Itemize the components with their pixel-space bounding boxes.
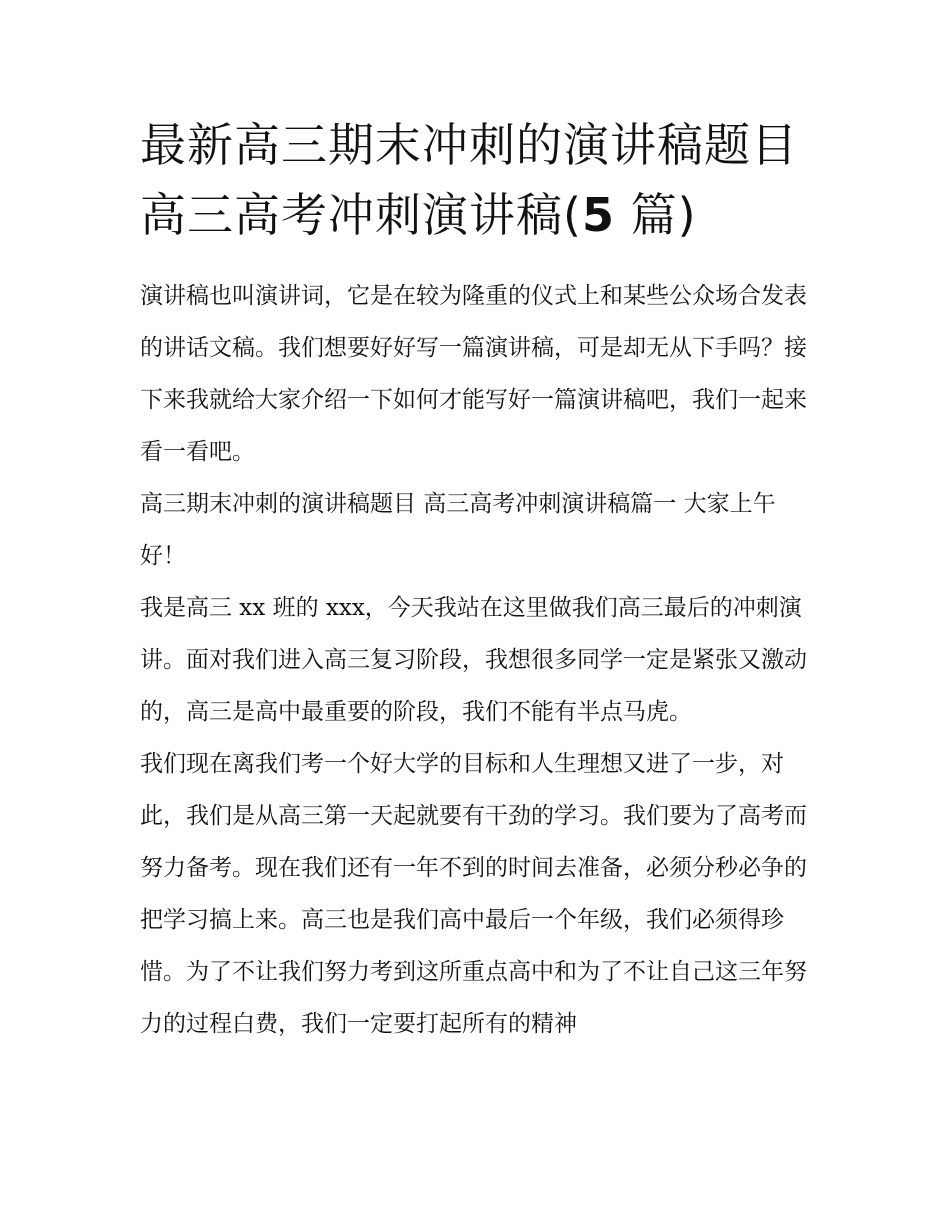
title-text: 最新高三期末冲刺的演讲稿题目 高三高考冲刺演讲稿( xyxy=(140,118,798,242)
title-number: 5 xyxy=(581,188,615,242)
title-tail: 篇) xyxy=(614,188,697,242)
document-title xyxy=(140,110,812,250)
paragraph-speech-1: 我是高三 xx 班的 xxx，今天我站在这里做我们高三最后的冲刺演讲。面对我们进入高三复习阶段，我想很多同学一定是紧张又激动的，高三是高中最重要的阶段，我们不能有半点马虎。 xyxy=(140,595,807,725)
document-page xyxy=(140,110,812,1050)
paragraph-greeting: 高三期末冲刺的演讲稿题目 高三高考冲刺演讲稿篇一 大家上午好！ xyxy=(140,491,776,569)
paragraph-speech-2: 我们现在离我们考一个好大学的目标和人生理想又进了一步，对此，我们是从高三第一天起就要有干劲的学习。我们要为了高考而努力备考。现在我们还有一年不到的时间去准备，必须分秒必争的把学习搞上来。高三也是我们高中最后一个年级，我们必须得珍惜。为了不让我们努力考到这所重点高中和为了不让自己这三年努力的过程白费，我们一定要打起所有的精神 xyxy=(140,751,807,1037)
paragraph-intro: 演讲稿也叫演讲词，它是在较为隆重的仪式上和某些公众场合发表的讲话文稿。我们想要好好写一篇演讲稿，可是却无从下手吗？接下来我就给大家介绍一下如何才能写好一篇演讲稿吧，我们一起来看一看吧。 xyxy=(140,283,807,465)
